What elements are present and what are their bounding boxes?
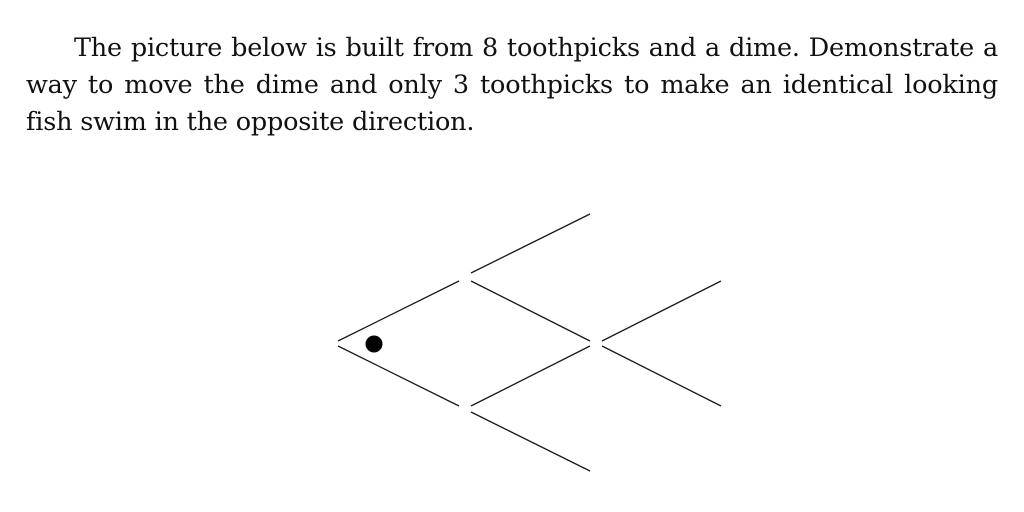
toothpick-tail-upper (602, 281, 721, 341)
toothpick-upper-fin (471, 214, 590, 273)
problem-statement: The picture below is built from 8 toothpicks and a dime. Demonstrate a way to move the dime and only 3 toothpicks to make an identical looking fish swim in the opposite direction. (26, 33, 998, 137)
toothpick-head-upper (338, 281, 459, 341)
toothpick-head-lower (338, 346, 459, 406)
toothpick-lower-fin (471, 412, 590, 471)
toothpick-tail-lower (602, 346, 721, 406)
toothpick-body-lower (471, 346, 590, 406)
dime (366, 336, 383, 353)
toothpick-body-upper (471, 281, 590, 341)
